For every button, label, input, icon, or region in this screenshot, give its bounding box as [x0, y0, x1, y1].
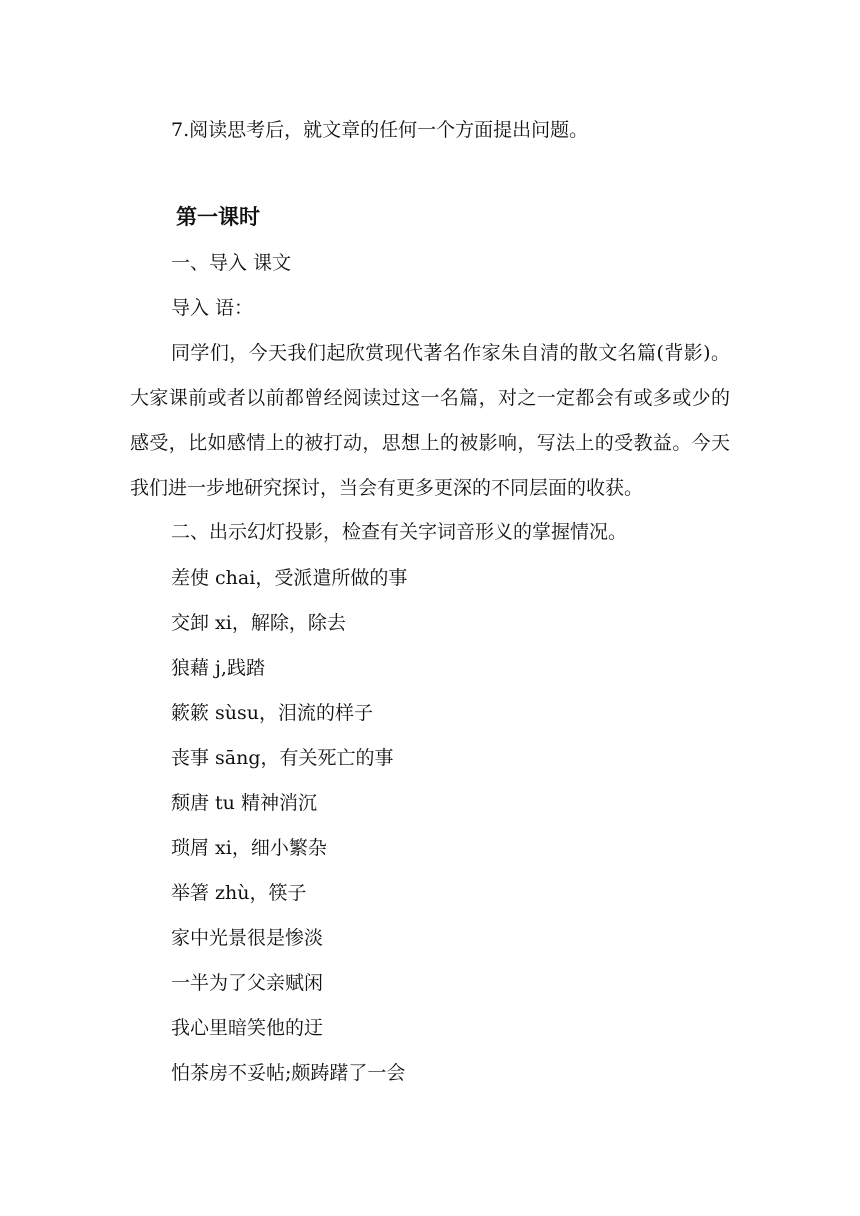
sentence-item: 一半为了父亲赋闲: [171, 972, 324, 994]
intro-label: 导入 语：: [171, 297, 254, 319]
vocab-item: 差使 chai，受派遣所做的事: [171, 567, 408, 589]
lesson-title: 第一课时: [176, 205, 260, 229]
vocab-item: 狼藉 j,践踏: [171, 657, 265, 679]
vocab-item: 丧事 sāng，有关死亡的事: [171, 747, 394, 769]
question-7: 7.阅读思考后，就文章的任何一个方面提出问题。: [171, 119, 589, 141]
sentence-item: 家中光景很是惨淡: [171, 927, 324, 949]
vocab-item: 交卸 xi，解除，除去: [171, 612, 346, 634]
vocab-item: 琐屑 xi，细小繁杂: [171, 837, 327, 859]
vocab-item: 颓唐 tu 精神消沉: [171, 792, 317, 814]
intro-paragraph: 同学们，今天我们起欣赏现代著名作家朱自清的散文名篇(背影)。大家课前或者以前都曾经阅读过这一名篇，对之一定都会有或多或少的感受，比如感情上的被打动，思想上的被影响，写法上的受教益。今天我们进一步地研究探讨，当会有更多更深的不同层面的收获。: [130, 342, 730, 499]
section-1-heading: 一、导入 课文: [171, 252, 292, 274]
vocab-item: 举箸 zhù，筷子: [171, 882, 307, 904]
sentence-item: 怕茶房不妥帖;颇踌躇了一会: [171, 1062, 406, 1084]
vocab-item: 簌簌 sùsu，泪流的样子: [171, 702, 374, 724]
sentence-item: 我心里暗笑他的迂: [171, 1017, 324, 1039]
section-2-heading: 二、出示幻灯投影，检查有关字词音形义的掌握情况。: [171, 521, 628, 543]
